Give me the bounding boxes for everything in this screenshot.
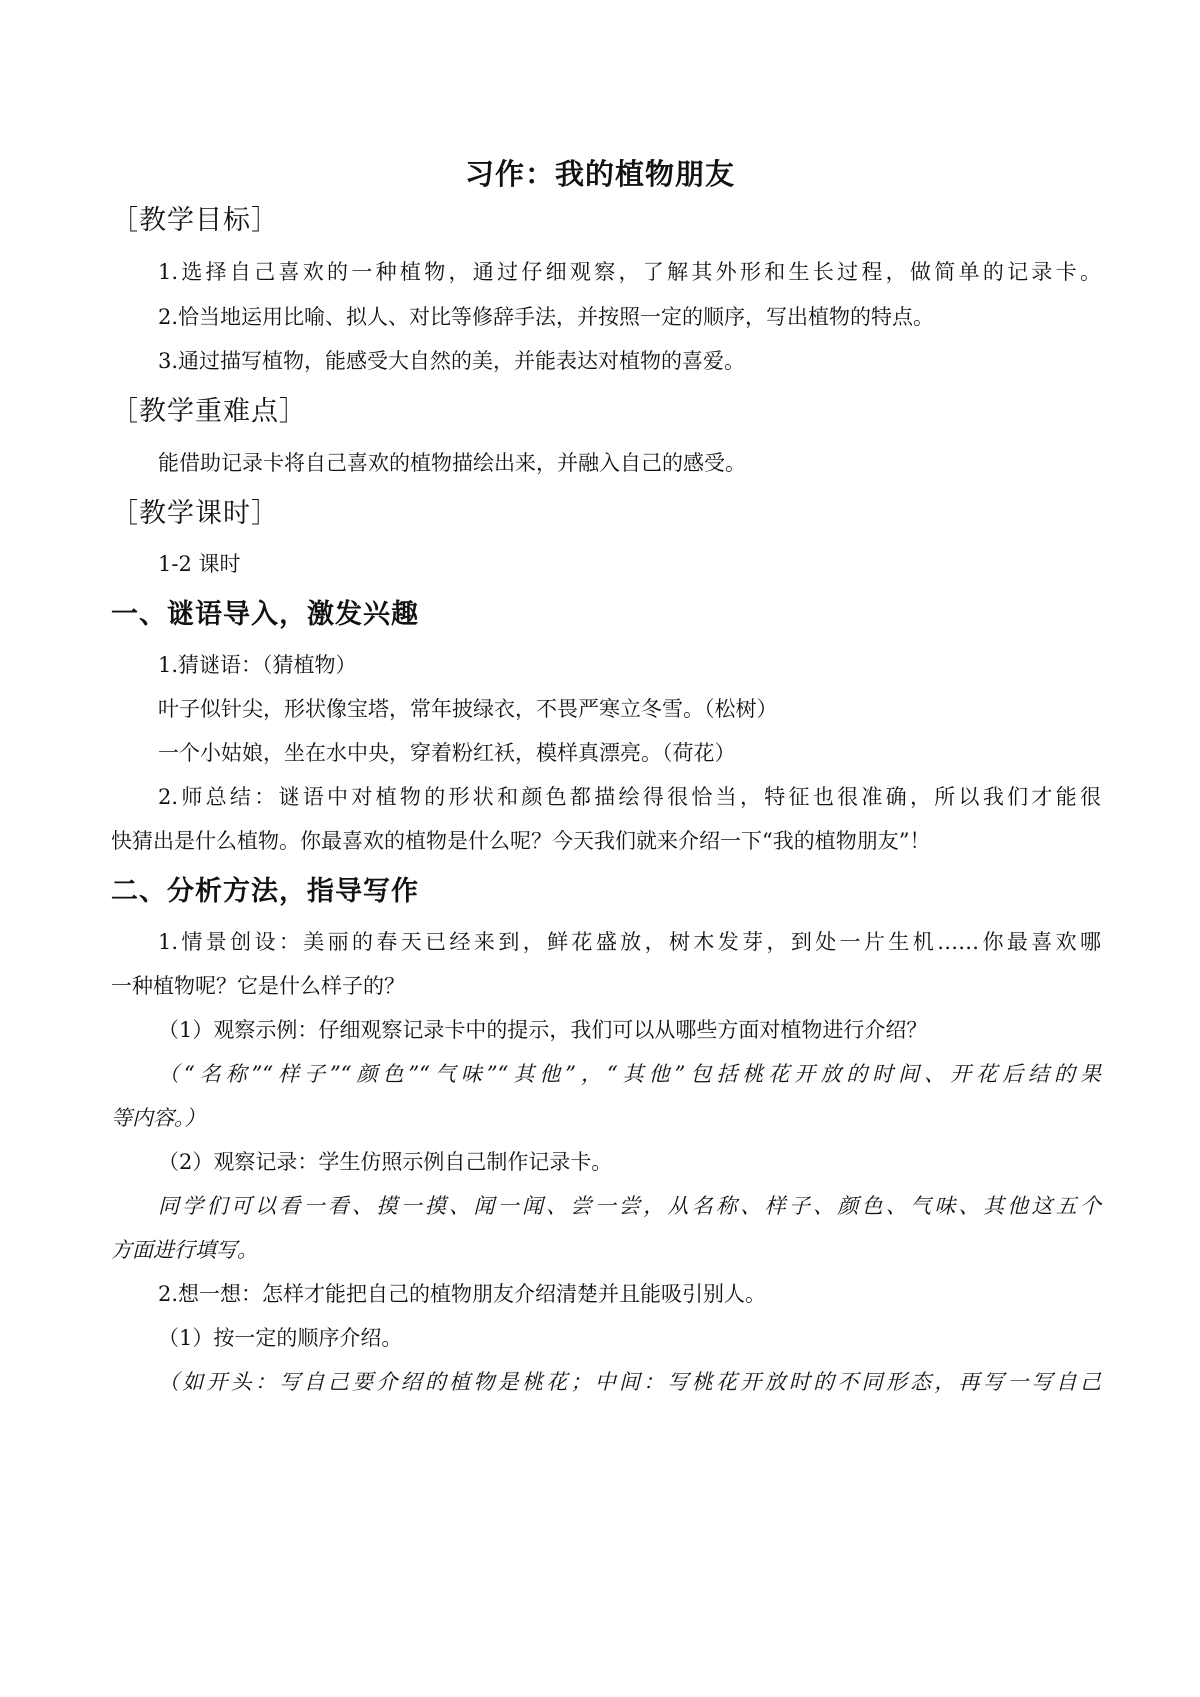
goals-heading: ［教学目标］ [111, 205, 279, 236]
teacher-summary-line-2: 快猜出是什么植物。你最喜欢的植物是什么呢？今天我们就来介绍一下“我的植物朋友”！ [111, 829, 931, 853]
observe-example: （1）观察示例：仔细观察记录卡中的提示，我们可以从哪些方面对植物进行介绍？ [158, 1018, 928, 1042]
part-one-heading: 一、谜语导入，激发兴趣 [111, 599, 419, 630]
class-hours-text: 1-2 课时 [158, 552, 241, 576]
think-prompt: 2.想一想：怎样才能把自己的植物朋友介绍清楚并且能吸引别人。 [158, 1282, 767, 1306]
senses-line-1: 同学们可以看一看、摸一摸、闻一闻、尝一尝，从名称、样子、颜色、气味、其他这五个 [158, 1194, 1101, 1218]
observe-record: （2）观察记录：学生仿照示例自己制作记录卡。 [158, 1150, 613, 1174]
class-hours-heading: ［教学课时］ [111, 498, 279, 529]
observe-note-line-2: 等内容。） [111, 1106, 206, 1130]
key-points-text: 能借助记录卡将自己喜欢的植物描绘出来，并融入自己的感受。 [158, 451, 746, 475]
goal-item-1: 1.选择自己喜欢的一种植物，通过仔细观察，了解其外形和生长过程，做简单的记录卡。 [158, 260, 1101, 284]
page-title: 习作：我的植物朋友 [464, 157, 735, 191]
senses-line-2: 方面进行填写。 [111, 1238, 258, 1262]
key-points-heading: ［教学重难点］ [111, 396, 307, 427]
observe-note-line-1: （“名称”“样子”“颜色”“气味”“其他”，“其他”包括桃花开放的时间、开花后结的果 [158, 1062, 1101, 1086]
riddle-intro: 1.猜谜语：（猜植物） [158, 653, 357, 677]
riddle-pine: 叶子似针尖，形状像宝塔，常年披绿衣，不畏严寒立冬雪。（松树） [158, 697, 778, 721]
part-two-heading: 二、分析方法，指导写作 [111, 876, 419, 907]
order-note: （如开头：写自己要介绍的植物是桃花；中间：写桃花开放时的不同形态，再写一写自己 [158, 1370, 1101, 1394]
goal-item-2: 2.恰当地运用比喻、拟人、对比等修辞手法，并按照一定的顺序，写出植物的特点。 [158, 305, 935, 329]
teacher-summary-line-1: 2.师总结：谜语中对植物的形状和颜色都描绘得很恰当，特征也很准确，所以我们才能很 [158, 785, 1101, 809]
scene-line-1: 1.情景创设：美丽的春天已经来到，鲜花盛放，树木发芽，到处一片生机……你最喜欢哪 [158, 930, 1101, 954]
scene-line-2: 一种植物呢？它是什么样子的？ [111, 974, 405, 998]
goal-item-3: 3.通过描写植物，能感受大自然的美，并能表达对植物的喜爱。 [158, 349, 746, 373]
riddle-lotus: 一个小姑娘，坐在水中央，穿着粉红袄，模样真漂亮。（荷花） [158, 741, 736, 765]
order-heading: （1）按一定的顺序介绍。 [158, 1326, 403, 1350]
